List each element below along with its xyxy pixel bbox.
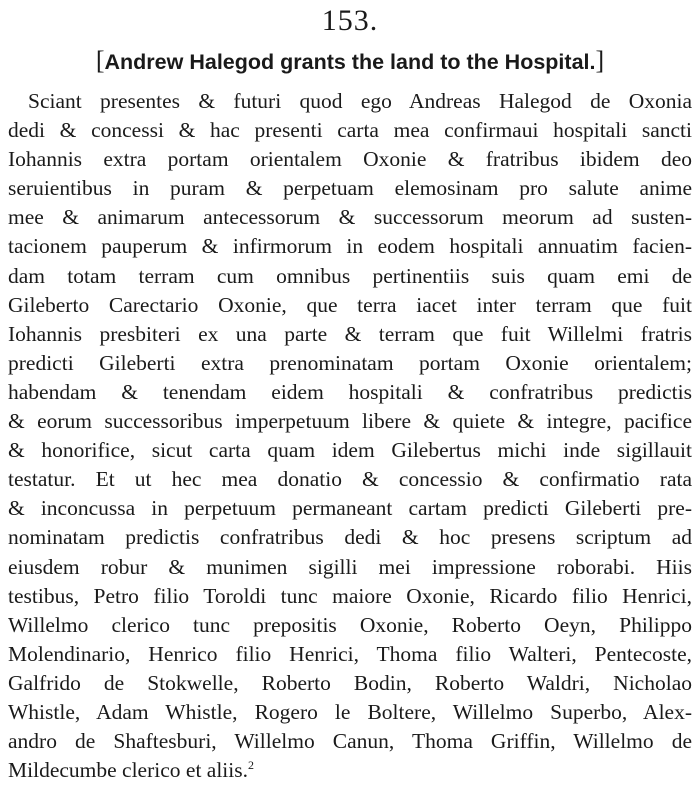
text-line-content: & inconcussa in perpetuum permaneant cartam predicti Gileberti pre- <box>8 496 692 521</box>
text-line <box>8 232 692 261</box>
text-line <box>8 553 692 582</box>
document-heading <box>0 46 700 77</box>
text-line-content: mee & animarum antecessorum & successorum meorum ad susten- <box>8 205 692 230</box>
text-line-content: testatur. Et ut hec mea donatio & concessio & confirmatio rata <box>8 467 692 492</box>
text-line <box>8 87 692 116</box>
text-line <box>8 465 692 494</box>
text-line <box>8 727 692 756</box>
text-line-content: predicti Gileberti extra prenominatam portam Oxonie orientalem; <box>8 350 692 375</box>
document-number: 153. <box>321 4 379 37</box>
text-line <box>8 145 692 174</box>
text-line-content: Whistle, Adam Whistle, Rogero le Boltere, Willelmo Superbo, Alex- <box>8 699 692 724</box>
text-line <box>8 378 692 407</box>
text-line-content: andro de Shaftesburi, Willelmo Canun, Thoma Griffin, Willelmo de <box>8 729 692 754</box>
text-line-content: dam totam terram cum omnibus pertinentiis suis quam emi de <box>8 263 692 288</box>
text-line <box>8 669 692 698</box>
text-line-content: Sciant presentes & futuri quod ego Andreas Halegod de Oxonia <box>28 89 692 113</box>
text-line-content: Molendinario, Henrico filio Henrici, Thoma filio Walteri, Pentecoste, <box>8 641 692 666</box>
text-line <box>8 611 692 640</box>
heading-text: Andrew Halegod grants the land to the Hospital. <box>104 50 596 74</box>
text-line <box>8 582 692 611</box>
heading-close-bracket: ] <box>595 46 605 75</box>
text-line-content: habendam & tenendam eidem hospitali & confratribus predictis <box>8 379 692 404</box>
text-line <box>8 494 692 523</box>
text-line <box>8 756 692 785</box>
heading-open-bracket: [ <box>95 46 105 75</box>
text-line-content: & eorum successoribus imperpetuum libere & quiete & integre, pacifice <box>8 409 692 434</box>
text-line-content: Mildecumbe clerico et aliis. <box>8 758 248 783</box>
text-line <box>8 116 692 145</box>
text-line <box>8 407 692 436</box>
text-line <box>8 262 692 291</box>
text-line <box>8 320 692 349</box>
text-line <box>8 640 692 669</box>
text-line-content: Iohannis presbiteri ex una parte & terram que fuit Willelmi fratris <box>8 321 692 346</box>
text-line-content: Gileberto Carectario Oxonie, que terra iacet inter terram que fuit <box>8 292 692 317</box>
text-line <box>8 698 692 727</box>
text-line <box>8 203 692 232</box>
text-line-content: eiusdem robur & munimen sigilli mei impressione roborabi. Hiis <box>8 554 692 579</box>
text-line-content: dedi & concessi & hac presenti carta mea confirmaui hospitali sancti <box>8 118 692 143</box>
text-line <box>8 174 692 203</box>
text-line <box>8 349 692 378</box>
text-line-content: seruientibus in puram & perpetuam elemosinam pro salute anime <box>8 176 692 201</box>
text-line-content: tacionem pauperum & infirmorum in eodem hospitali annuatim facien- <box>8 234 692 259</box>
text-line-content: nominatam predictis confratribus dedi & hoc presens scriptum ad <box>8 525 692 550</box>
charter-text <box>8 87 692 785</box>
text-line-content: testibus, Petro filio Toroldi tunc maiore Oxonie, Ricardo filio Henrici, <box>8 583 692 608</box>
text-line-content: Galfrido de Stokwelle, Roberto Bodin, Roberto Waldri, Nicholao <box>8 670 692 695</box>
footnote-marker: 2 <box>248 758 254 773</box>
text-line <box>8 436 692 465</box>
text-line <box>8 523 692 552</box>
text-line-content: Iohannis extra portam orientalem Oxonie & fratribus ibidem deo <box>8 147 692 172</box>
text-line <box>8 291 692 320</box>
text-line-content: & honorifice, sicut carta quam idem Gilebertus michi inde sigillauit <box>8 438 692 463</box>
text-line-content: Willelmo clerico tunc prepositis Oxonie, Roberto Oeyn, Philippo <box>8 612 692 637</box>
